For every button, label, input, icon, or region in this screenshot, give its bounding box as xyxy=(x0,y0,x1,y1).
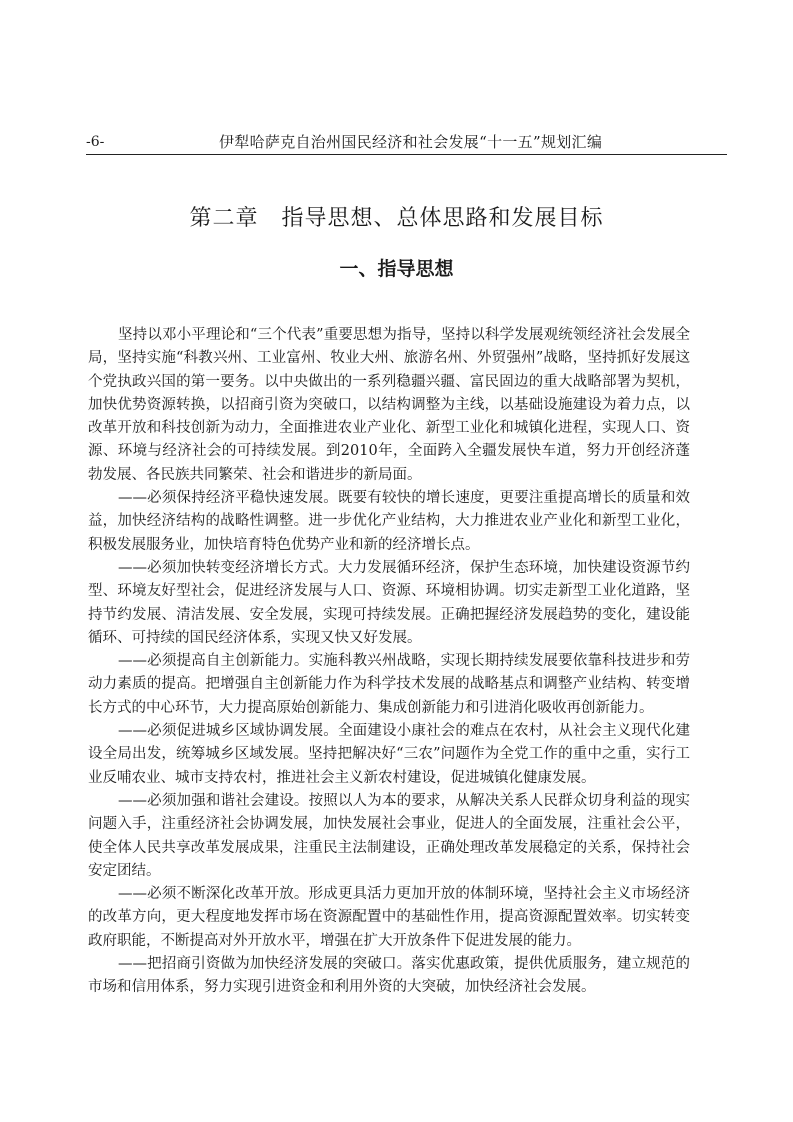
paragraph: ——必须加快转变经济增长方式。大力发展循环经济，保护生态环境，加快建设资源节约型、环境友好型社会，促进经济发展与人口、资源、环境相协调。切实走新型工业化道路，坚持节约发展、清洁发展、安全发展，实现可持续发展。正确把握经济发展趋势的变化，建设能循环、可持续的国民经济体系，实现又快又好发展。 xyxy=(88,559,690,646)
section-title: 一、指导思想 xyxy=(339,258,454,280)
paragraph: ——必须保持经济平稳快速发展。既要有较快的增长速度，更要注重提高增长的质量和效益，加快经济结构的战略性调整。进一步优化产业结构，大力推进农业产业化和新型工业化，积极发展服务业，加快培育特色优势产业和新的经济增长点。 xyxy=(88,490,690,553)
paragraph: 坚持以邓小平理论和“三个代表”重要思想为指导，坚持以科学发展观统领经济社会发展全局，坚持实施“科教兴州、工业富州、牧业大州、旅游名州、外贸强州”战略，坚持抓好发展这个党执政兴国的第一要务。以中央做出的一系列稳疆兴疆、富民固边的重大战略部署为契机，加快优势资源转换，以招商引资为突破口，以结构调整为主线，以基础设施建设为着力点，以改革开放和科技创新为动力，全面推进农业产业化、新型工业化和城镇化进程，实现人口、资源、环境与经济社会的可持续发展。到2010年，全面跨入全疆发展快车道，努力开创经济蓬勃发展、各民族共同繁荣、社会和谐进步的新局面。 xyxy=(88,327,690,483)
running-header xyxy=(86,132,727,155)
paragraph: ——把招商引资做为加快经济发展的突破口。落实优惠政策，提供优质服务，建立规范的市场和信用体系，努力实现引进资金和利用外资的大突破，加快经济社会发展。 xyxy=(88,956,690,996)
body-text xyxy=(88,324,690,1000)
chapter-title: 第二章 指导思想、总体思路和发展目标 xyxy=(189,206,604,231)
paragraph: ——必须促进城乡区域协调发展。全面建设小康社会的难点在农村，从社会主义现代化建设全局出发，统筹城乡区域发展。坚持把解决好“三农”问题作为全党工作的重中之重，实行工业反哺农业、城市支持农村，推进社会主义新农村建设，促进城镇化健康发展。 xyxy=(88,723,690,786)
paragraph: ——必须不断深化改革开放。形成更具活力更加开放的体制环境，坚持社会主义市场经济的改革方向，更大程度地发挥市场在资源配置中的基础性作用，提高资源配置效率。切实转变政府职能，不断提高对外开放水平，增强在扩大开放条件下促进发展的能力。 xyxy=(88,886,690,949)
paragraph: ——必须提高自主创新能力。实施科教兴州战略，实现长期持续发展要依靠科技进步和劳动力素质的提高。把增强自主创新能力作为科学技术发展的战略基点和调整产业结构、转变增长方式的中心环节，大力提高原始创新能力、集成创新能力和引进消化吸收再创新能力。 xyxy=(88,653,690,716)
page-number: -6- xyxy=(86,134,105,150)
book-title: 伊犁哈萨克自治州国民经济和社会发展“十一五”规划汇编 xyxy=(219,133,603,151)
paragraph: ——必须加强和谐社会建设。按照以人为本的要求，从解决关系人民群众切身利益的现实问题入手，注重经济社会协调发展，加快发展社会事业，促进人的全面发展，注重社会公平，使全体人民共享改革发展成果，注重民主法制建设，正确处理改革发展稳定的关系，保持社会安定团结。 xyxy=(88,792,690,879)
